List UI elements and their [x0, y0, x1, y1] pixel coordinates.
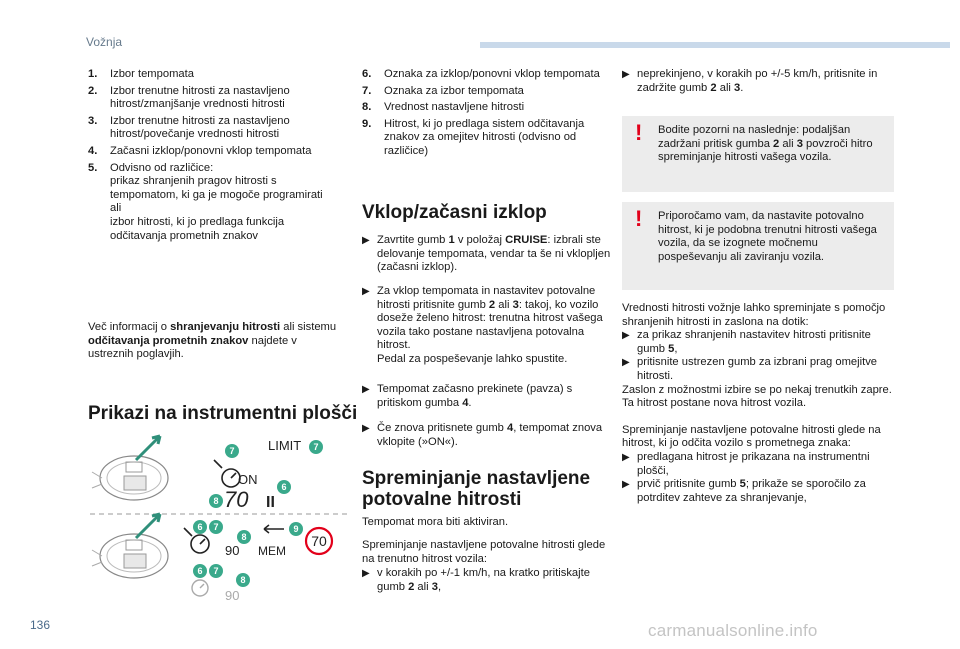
arrow-bullet-icon: ▶ — [622, 69, 630, 80]
column-1 — [88, 68, 358, 424]
bullet: ▶ v korakih po +/-1 km/h, na kratko pritiskajte gumb 2 ali 3, — [362, 567, 590, 593]
paragraph: Spreminjanje nastavljene potovalne hitrosti glede na hitrost, ki jo odčita vozilo s prometnega znaka: — [622, 423, 881, 450]
arrow-bullet-icon: ▶ — [622, 330, 630, 342]
legend-list-continued — [362, 68, 612, 159]
arrow-bullet-icon: ▶ — [362, 384, 370, 395]
column-2 — [362, 68, 612, 593]
badge: 7 — [313, 442, 319, 452]
badge: 8 — [241, 532, 247, 542]
badge: 8 — [240, 575, 246, 585]
sign-speed: 70 — [311, 533, 327, 549]
badge: 6 — [281, 482, 287, 492]
column-3-body — [622, 302, 894, 505]
bullet: ▶ Za vklop tempomata in nastavitev potovalne hitrosti pritisnite gumb 2 ali 3: takoj, ko vozilo doseže želeno hitrost: trenutna hitrost vašega vozila tako postane nastavljena potovalna hitrost. Pedal za pospeševanje lahko spustite. — [362, 285, 603, 365]
legend-item: 6. Oznaka za izklop/ponovni vklop tempomata — [362, 68, 600, 80]
warning-icon: ! — [635, 206, 643, 231]
paragraph: Spreminjanje nastavljene potovalne hitrosti glede na trenutno hitrost vozila: — [362, 539, 606, 565]
legend-item: 5. Odvisno od različice: prikaz shranjenih pragov hitrosti s tempomatom, ki ga je mogoče programirati ali izbor hitrosti, ki jo predlaga funkcija odčitavanja prometnih znakov — [88, 161, 323, 242]
pause-label: II — [266, 494, 275, 511]
warning-icon: ! — [635, 120, 643, 145]
bullet: ▶ neprekinjeno, v korakih po +/-5 km/h, pritisnite in zadržite gumb 2 ali 3. — [622, 68, 878, 94]
modify-section-heading: Spreminjanje nastavljene potovalne hitrosti — [362, 468, 591, 510]
bullet: ▶ Če znova pritisnete gumb 4, tempomat znova vklopite (»ON«). — [362, 422, 603, 448]
arrow-bullet-icon: ▶ — [362, 423, 370, 434]
left-arrow-icon — [264, 525, 284, 533]
arrow-bullet-icon: ▶ — [622, 479, 630, 491]
pointer-arrow — [136, 436, 160, 460]
arrow-bullet-icon: ▶ — [362, 568, 370, 579]
section-title: Vožnja — [86, 35, 123, 49]
badge: 7 — [229, 446, 235, 456]
badge: 7 — [213, 566, 219, 576]
badge: 6 — [197, 566, 203, 576]
instrument-panel-top — [92, 456, 168, 500]
legend-item: 2. Izbor trenutne hitrosti za nastavljeno hitrost/zmanjšanje vrednosti hitrosti — [88, 84, 290, 111]
bullet: ▶ Zavrtite gumb 1 v položaj CRUISE: izbrali ste delovanje tempomata, vendar ta še ni vklopljen (začasni izklop). — [362, 234, 611, 274]
warning-box: ! Priporočamo vam, da nastavite potovalno hitrost, ki je podobna trenutni hitrosti vašega vozila, da se izognete močnemu pospeševanju ali zaviranju vozila. — [622, 202, 894, 290]
more-info-note: Več informacij o shranjevanju hitrosti ali sistemu odčitavanja prometnih znakov najdete v ustreznih poglavjih. — [88, 321, 337, 361]
column-3 — [622, 68, 894, 95]
watermark: carmanualsonline.info — [648, 621, 818, 640]
arrow-bullet-icon: ▶ — [622, 451, 630, 463]
legend-item: 4. Začasni izklop/ponovni vklop tempomata — [88, 144, 312, 157]
speedometer-icon — [192, 580, 208, 596]
instrument-illustration — [88, 428, 350, 608]
bullet: ▶ za prikaz shranjenih nastavitev hitrosti pritisnite gumb 5, — [622, 329, 871, 355]
pointer-arrow — [136, 514, 160, 538]
bullet: ▶ pritisnite ustrezen gumb za izbrani prag omejitve hitrosti. — [622, 356, 878, 382]
badge: 7 — [213, 522, 219, 532]
legend-item: 1. Izbor tempomata — [88, 68, 194, 80]
speedometer-icon — [214, 460, 240, 487]
on-label: ON — [238, 472, 258, 487]
mem-label: MEM — [258, 544, 286, 558]
paragraph: Ta hitrost postane nova hitrost vozila. — [622, 397, 807, 410]
set-speed-big: 70 — [224, 487, 249, 512]
legend-item: 9. Hitrost, ki jo predlaga sistem odčitavanja znakov za omejitev hitrosti (odvisno od različice) — [362, 117, 585, 157]
legend-item: 7. Oznaka za izbor tempomata — [362, 84, 524, 97]
arrow-bullet-icon: ▶ — [362, 235, 370, 246]
bullet: ▶ Tempomat začasno prekinete (pavza) s pritiskom gumba 4. — [362, 383, 573, 409]
arrow-bullet-icon: ▶ — [362, 286, 370, 297]
badge: 8 — [213, 496, 219, 506]
bullet: ▶ prvič pritisnite gumb 5; prikaže se sporočilo za potrditev zahteve za shranjevanje, — [622, 478, 866, 504]
paragraph: Tempomat mora biti aktiviran. — [362, 516, 509, 528]
instrument-heading: Prikazi na instrumentni plošči — [88, 403, 358, 424]
speed-grey: 90 — [225, 588, 240, 603]
header-bar — [480, 42, 950, 48]
badge: 6 — [197, 522, 203, 532]
limit-label: LIMIT — [268, 438, 302, 453]
page-number: 136 — [30, 618, 51, 632]
legend-item: 3. Izbor trenutne hitrosti za nastavljeno hitrost/povečanje vrednosti hitrosti — [88, 114, 290, 141]
arrow-bullet-icon: ▶ — [622, 357, 630, 369]
off-section-heading: Vklop/začasni izklop — [362, 202, 547, 223]
paragraph: Vrednosti hitrosti vožnje lahko spreminjate s pomočjo shranjenih hitrosti in zaslona na dotik: — [622, 302, 886, 328]
legend-item: 8. Vrednost nastavljene hitrosti — [362, 101, 525, 114]
set-speed-small: 90 — [225, 543, 240, 558]
warning-box: ! Bodite pozorni na naslednje: podaljšan zadržani pritisk gumba 2 ali 3 povzroči hitro spreminjanje hitrosti vašega vozila. — [622, 116, 894, 192]
paragraph: Zaslon z možnostmi izbire se po nekaj trenutkih zapre. — [622, 383, 892, 396]
legend-list — [88, 68, 343, 243]
instrument-panel-bottom — [92, 534, 168, 578]
badge: 9 — [293, 524, 299, 534]
bullet: ▶ predlagana hitrost je prikazana na instrumentni plošči, — [622, 450, 870, 477]
